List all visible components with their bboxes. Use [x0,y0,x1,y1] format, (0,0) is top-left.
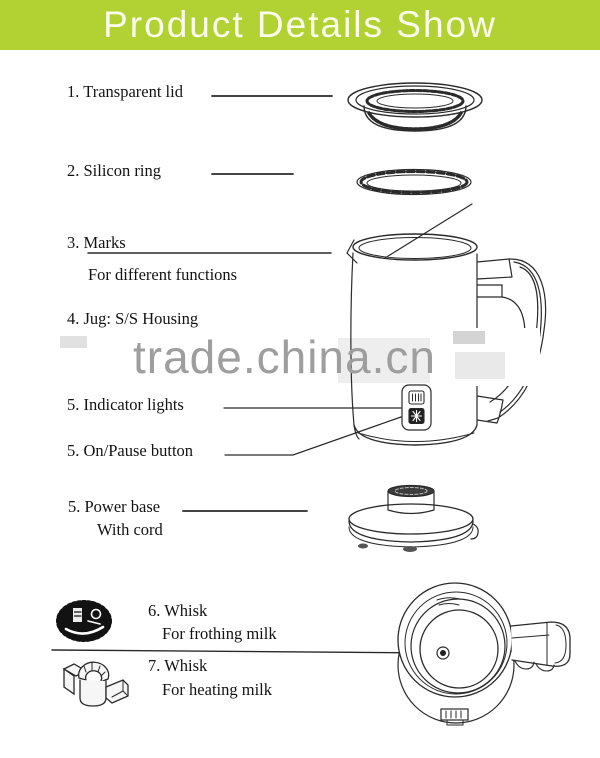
watermark-blob [453,331,485,344]
silicon-ring-drawing [357,170,471,195]
frothing-whisk-icon [59,603,109,639]
label-marks-sub: For different functions [88,265,238,284]
watermark-text: trade.china.cn [133,331,436,383]
label-on-pause-button: 5. On/Pause button [67,441,194,460]
label-silicon-ring: 2. Silicon ring [67,161,161,180]
label-marks: 3. Marks [67,233,126,252]
watermark-blob [455,352,505,379]
transparent-lid-drawing [348,83,482,131]
heating-whisk-icon [64,662,128,706]
page-title: Product Details Show [103,4,497,45]
label-transparent-lid: 1. Transparent lid [67,82,183,101]
label-jug-housing: 4. Jug: S/S Housing [67,309,199,328]
watermark-blob [60,336,87,348]
label-power-base: 5. Power base [68,497,161,516]
label-power-base-sub: With cord [97,520,163,539]
indicator-lights-icon [409,391,424,404]
label-whisk-heating-sub: For heating milk [162,680,272,699]
label-whisk-frothing: 6. Whisk [148,601,208,620]
label-whisk-frothing-sub: For frothing milk [162,624,277,643]
jug-top-view-drawing [398,583,570,725]
control-panel-drawing [402,385,431,430]
page-header [0,0,600,50]
on-pause-button-icon [409,409,424,424]
label-indicator-lights: 5. Indicator lights [67,395,184,414]
label-whisk-heating: 7. Whisk [148,656,208,675]
power-base-drawing [349,486,478,553]
